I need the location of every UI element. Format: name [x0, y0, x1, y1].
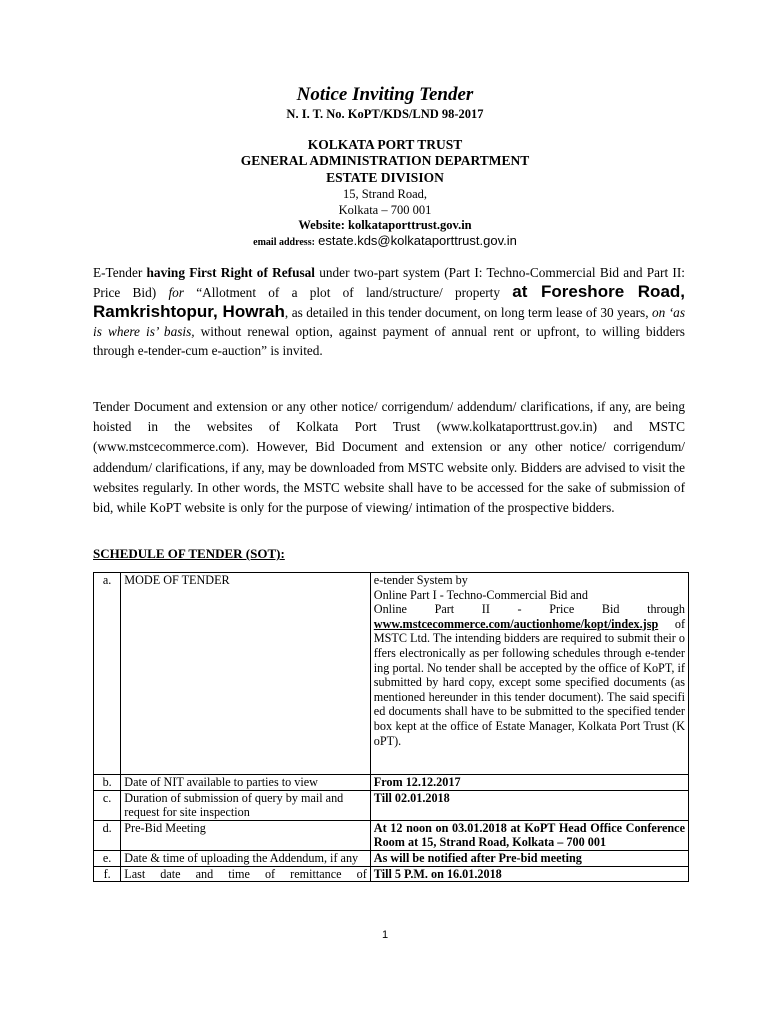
- address-line-1: 15, Strand Road,: [342, 187, 428, 201]
- row-item: Last date and time of remittance of: [121, 866, 371, 882]
- intro-italic: for: [168, 285, 184, 300]
- row-label: c.: [94, 790, 121, 820]
- row-detail: [370, 573, 688, 775]
- row-detail: From 12.12.2017: [370, 775, 688, 791]
- detail-line: e-tender System by: [373, 573, 468, 587]
- division-name: ESTATE DIVISION: [326, 170, 444, 185]
- intro-text: , as detailed in this tender document, on long term lease of 30 years,: [284, 305, 652, 320]
- email-line: [0, 233, 770, 249]
- row-item: Date & time of uploading the Addendum, if any: [121, 850, 371, 866]
- website-line: Website: kolkataporttrust.gov.in: [298, 218, 472, 232]
- detail-line: Online Part I - Techno-Commercial Bid and: [373, 587, 588, 602]
- row-label: b.: [94, 775, 121, 791]
- table-row: [94, 850, 689, 866]
- row-detail: As will be notified after Pre-bid meeting: [370, 850, 688, 866]
- intro-text: without renewal option, against payment of annual rent or upfront, to willing bidders through e-tender-cum e-auction” is invited.: [93, 324, 685, 358]
- email-label: email address:: [253, 237, 315, 248]
- table-row: [94, 775, 689, 791]
- row-detail: At 12 noon on 03.01.2018 at KoPT Head Office Conference Room at 15, Strand Road, Kolkata – 700 001: [370, 820, 688, 850]
- info-paragraph: Tender Document and extension or any other notice/ corrigendum/ addendum/ clarifications, if any, are being hoisted in the websites of Kolkata Port Trust (www.kolkataporttrust.gov.in) and MSTC (www.mstcecommerce.com). However, Bid Document and extension or any other notice/ corrigendum/ addendum/ clarifications, if any, may be downloaded from MSTC website only. Bidders are advised to visit the websites regularly. In other words, the MSTC website shall have to be accessed for the sake of submission of bid, while KoPT website is only for the purpose of viewing/ intimation of the prospective bidders.: [93, 399, 685, 516]
- intro-text: “Allotment of a plot of land/structure/ property: [183, 285, 513, 300]
- row-detail: Till 02.01.2018: [370, 790, 688, 820]
- row-item: Date of NIT available to parties to view: [121, 775, 371, 791]
- property-location: at Foreshore Road, Ramkrishtopur, Howrah: [93, 282, 686, 321]
- detail-body: [374, 617, 685, 748]
- table-row: [94, 820, 689, 850]
- row-label: d.: [94, 820, 121, 850]
- row-label: f.: [94, 866, 121, 882]
- page-number: 1: [381, 929, 389, 941]
- intro-italic: on ‘as is where is’ basis,: [93, 305, 685, 339]
- row-label: e.: [94, 850, 121, 866]
- mstc-link[interactable]: www.mstcecommerce.com/auctionhome/kopt/index.jsp: [373, 616, 659, 631]
- notice-title: Notice Inviting Tender: [296, 84, 474, 105]
- org-name: KOLKATA PORT TRUST: [307, 137, 463, 152]
- row-label: a.: [94, 573, 121, 775]
- intro-text: under two-part system (Part I: Techno-Commercial Bid and Part II: Price Bid): [93, 265, 685, 300]
- department-name: GENERAL ADMINISTRATION DEPARTMENT: [240, 153, 530, 168]
- detail-line: Online Part II - Price Bid through: [373, 602, 685, 617]
- table-row: [94, 866, 689, 882]
- row-item: Pre-Bid Meeting: [121, 820, 371, 850]
- schedule-table: [93, 572, 689, 882]
- detail-text: of MSTC Ltd. The intending bidders are required to submit their offers electronically as per following schedules through e-tendering portal. No tender shall be accepted by the office of KoPT, if submitted by hard copy, except some specified documents (as mentioned hereunder in this tender document). The said specified documents shall have to be submitted to the specified tender box kept at the office of Estate Manager, Kolkata Port Trust (KoPT).: [373, 616, 685, 748]
- email-address: estate.kds@kolkataporttrust.gov.in: [318, 233, 517, 248]
- intro-paragraph: [93, 263, 685, 360]
- row-detail: Till 5 P.M. on 16.01.2018: [370, 866, 688, 882]
- address-line-2: Kolkata – 700 001: [338, 203, 432, 217]
- schedule-heading: SCHEDULE OF TENDER (SOT):: [93, 546, 285, 561]
- table-row: [94, 573, 689, 775]
- nit-number: N. I. T. No. KoPT/KDS/LND 98-2017: [286, 107, 484, 121]
- row-item: Duration of submission of query by mail and request for site inspection: [121, 790, 371, 820]
- intro-text: E-Tender: [93, 265, 147, 280]
- row-item: MODE OF TENDER: [121, 573, 371, 775]
- intro-bold: having First Right of Refusal: [146, 265, 315, 280]
- table-row: [94, 790, 689, 820]
